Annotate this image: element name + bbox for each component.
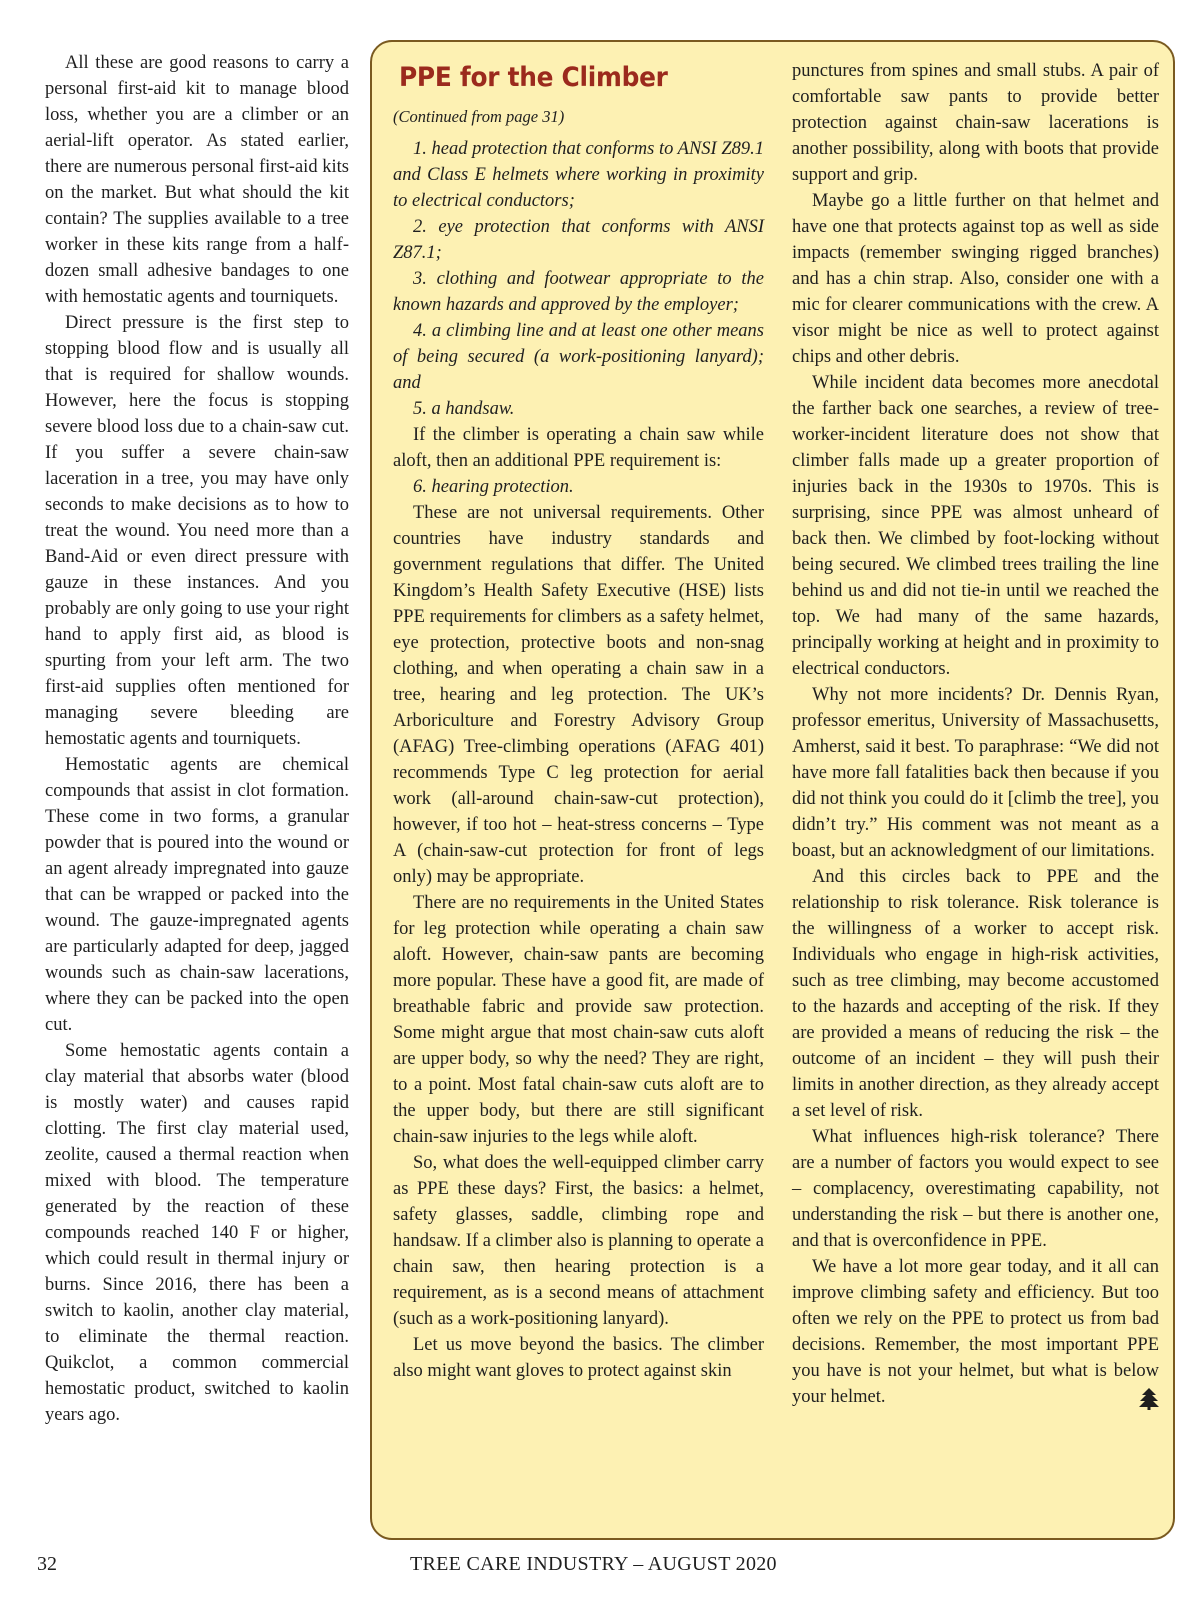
requirement-item: 5. a handsaw. [413,399,515,419]
sidebar-paragraph: What influences high-risk tolerance? There are a number of factors you would expect to see – complacency, overestimating capability, not understanding the risk – but there is another one, and that is overconfidence in PPE. [792,1127,1159,1251]
sidebar-paragraph: There are no requirements in the United States for leg protection while operating a chain saw aloft. However, chain-saw pants are becoming more popular. These have a good fit, are made of breathable fabric and provide saw protection. Some might argue that most chain-saw cuts aloft are upper body, so why the need? They are right, to a point. Most fatal chain-saw cuts aloft are to the upper body, but there are still significant chain-saw injuries to the legs while aloft. [393,893,764,1147]
sidebar-paragraph: Maybe go a little further on that helmet and have one that protects against top as well as side impacts (remember swinging rigged branches) and has a chin strap. Also, consider one with a mic for clearer communications with the crew. A visor might be nice as well to protect against chips and other debris. [792,191,1159,367]
tree-icon [1139,1388,1159,1410]
sidebar-paragraph: So, what does the well-equipped climber carry as PPE these days? First, the basics: a helmet, safety glasses, saddle, climbing rope and handsaw. If a climber also is planning to operate a chain saw, then hearing protection is a requirement, as is a second means of attachment (such as a work-positioning lanyard). [393,1153,764,1329]
sidebar-paragraph: Why not more incidents? Dr. Dennis Ryan, professor emeritus, University of Massachusetts, Amherst, said it best. To paraphrase: “We did not have more fall fatalities back then because if you did not think you could do it [climb the tree], you didn’t try.” His comment was not meant as a boast, but an acknowledgment of our limitations. [792,685,1159,861]
requirement-item: 4. a climbing line and at least one other means of being secured (a work-positioning lanyard); and [393,321,764,393]
sidebar-column-1 [393,58,764,1384]
sidebar-paragraph: punctures from spines and small stubs. A pair of comfortable saw pants to provide better protection against chain-saw lacerations is another possibility, along with boots that provide support and grip. [792,61,1159,185]
page-number: 32 [37,1553,57,1575]
body-paragraph: All these are good reasons to carry a personal first-aid kit to manage blood loss, whether you are a climber or an aerial-lift operator. As stated earlier, there are numerous personal first-aid kits on the market. But what should the kit contain? The supplies available to a tree worker in these kits range from a half-dozen small adhesive bandages to one with hemostatic agents and tourniquets. [45,53,349,307]
ppe-sidebar [370,40,1175,1540]
continued-note: (Continued from page 31) [393,107,565,126]
sidebar-paragraph: While incident data becomes more anecdotal the farther back one searches, a review of tree-worker-incident literature does not show that climber falls made up a greater proportion of injuries back in the 1930s to 1970s. This is surprising, since PPE was almost unheard of back then. We climbed by foot-locking without being secured. We climbed trees trailing the line behind us and did not tie-in until we reached the top. We had many of the same hazards, principally working at height and in proximity to electrical conductors. [792,373,1159,679]
footer-publication: TREE CARE INDUSTRY – AUGUST 2020 [410,1553,777,1575]
sidebar-paragraph: Let us move beyond the basics. The climber also might want gloves to protect against skin [393,1335,764,1381]
requirement-item: 6. hearing protection. [413,477,574,497]
left-column [45,50,349,1428]
sidebar-paragraph: If the climber is operating a chain saw while aloft, then an additional PPE requirement is: [393,425,764,471]
requirement-item: 1. head protection that conforms to ANSI Z89.1 and Class E helmets where working in proximity to electrical conductors; [393,139,764,211]
requirement-item: 2. eye protection that conforms with ANSI Z87.1; [393,217,764,263]
sidebar-title: PPE for the Climber [399,62,668,93]
sidebar-paragraph [792,1254,1159,1410]
sidebar-column-2 [792,58,1159,1410]
body-paragraph: Hemostatic agents are chemical compounds that assist in clot formation. These come in two forms, a granular powder that is poured into the wound or an agent already impregnated into gauze that can be wrapped or packed into the wound. The gauze-impregnated agents are particularly adapted for deep, jagged wounds such as chain-saw lacerations, where they can be packed into the open cut. [45,755,349,1035]
body-paragraph: Some hemostatic agents contain a clay material that absorbs water (blood is mostly water) and causes rapid clotting. The first clay material used, zeolite, caused a thermal reaction when mixed with blood. The temperature generated by the reaction of these compounds reached 140 F or higher, which could result in thermal injury or burns. Since 2016, there has been a switch to kaolin, another clay material, to eliminate the thermal reaction. Quikclot, a common commercial hemostatic product, switched to kaolin years ago. [45,1041,349,1425]
final-text: We have a lot more gear today, and it all can improve climbing safety and efficiency. But too often we rely on the PPE to protect us from bad decisions. Remember, the most important PPE you have is not your helmet, but what is below your helmet. [792,1257,1159,1407]
sidebar-paragraph: These are not universal requirements. Other countries have industry standards and government regulations that differ. The United Kingdom’s Health Safety Executive (HSE) lists PPE requirements for climbers as a safety helmet, eye protection, protective boots and non-snag clothing, and when operating a chain saw in a tree, hearing and leg protection. The UK’s Arboriculture and Forestry Advisory Group (AFAG) Tree-climbing operations (AFAG 401) recommends Type C leg protection for aerial work (all-around chain-saw-cut protection), however, if too hot – heat-stress concerns – Type A (chain-saw-cut protection for front of legs only) may be appropriate. [393,503,764,887]
body-paragraph: Direct pressure is the first step to stopping blood flow and is usually all that is required for shallow wounds. However, here the focus is stopping severe blood loss due to a chain-saw cut. If you suffer a severe chain-saw laceration in a tree, you may have only seconds to make decisions as to how to treat the wound. You need more than a Band-Aid or even direct pressure with gauze in these instances. And you probably are only going to use your right hand to apply first aid, as blood is spurting from your left arm. The two first-aid supplies often mentioned for managing severe bleeding are hemostatic agents and tourniquets. [45,313,349,749]
requirement-item: 3. clothing and footwear appropriate to the known hazards and approved by the employer; [393,269,764,315]
sidebar-paragraph: And this circles back to PPE and the relationship to risk tolerance. Risk tolerance is the willingness of a worker to accept risk. Individuals who engage in high-risk activities, such as tree climbing, may become accustomed to the hazards and accepting of the risk. If they are provided a means of reducing the risk – the outcome of an incident – they will push their limits in another direction, as they already accept a set level of risk. [792,867,1159,1121]
